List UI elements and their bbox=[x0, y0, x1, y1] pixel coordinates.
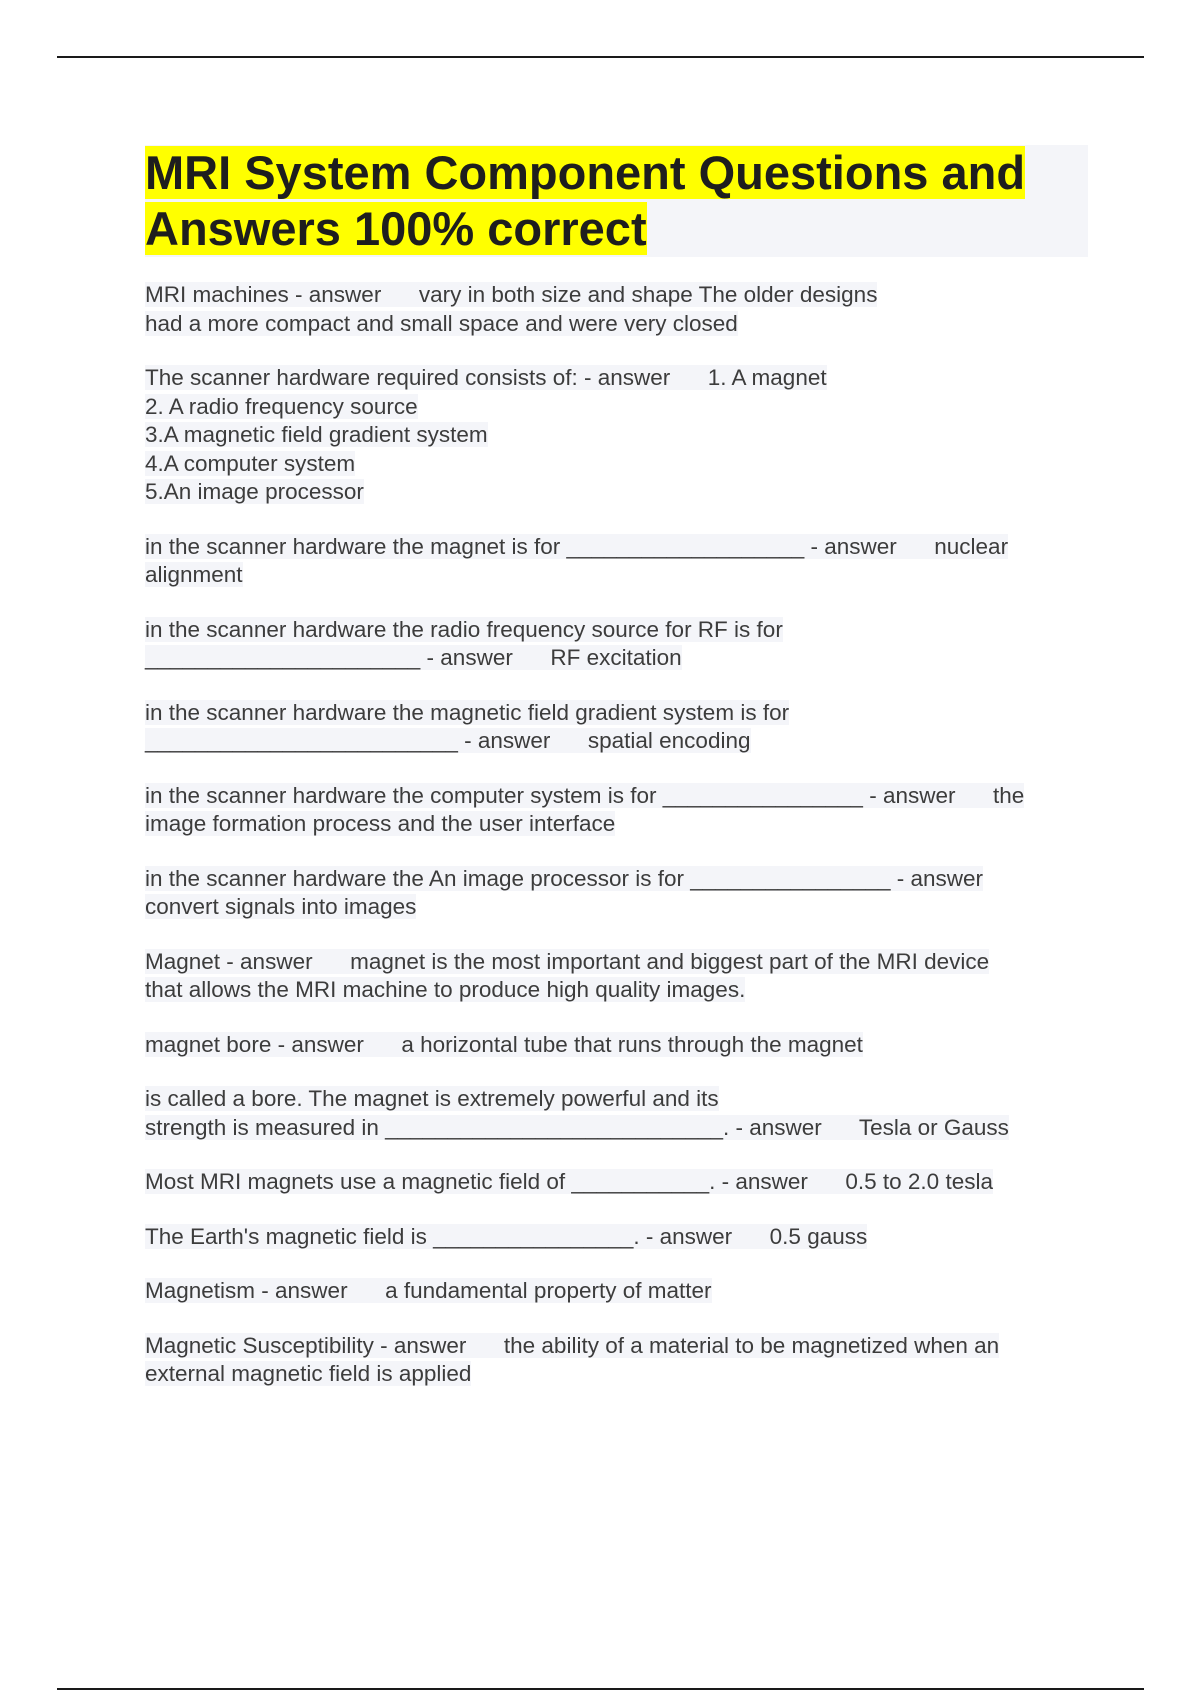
qa-line bbox=[145, 1223, 1085, 1252]
document-title bbox=[145, 145, 1088, 257]
qa-line bbox=[145, 1114, 1085, 1143]
qa-line bbox=[145, 699, 1085, 728]
qa-line-text: in the scanner hardware the An image processor is for ________________ - answer bbox=[145, 865, 984, 891]
qa-line bbox=[145, 782, 1085, 811]
qa-line bbox=[145, 478, 1085, 507]
qa-line bbox=[145, 1360, 1085, 1389]
qa-line-text: image formation process and the user interface bbox=[145, 811, 616, 836]
qa-entry bbox=[145, 364, 1085, 507]
qa-line-text: that allows the MRI machine to produce high quality images. bbox=[145, 977, 746, 1002]
qa-line-text: MRI machines - answer vary in both size and shape The older designs bbox=[145, 282, 878, 307]
qa-line-text: had a more compact and small space and were very closed bbox=[145, 310, 738, 336]
qa-entry bbox=[145, 1031, 1085, 1060]
qa-entry bbox=[145, 533, 1085, 590]
qa-line-text: _________________________ - answer spatial encoding bbox=[145, 728, 751, 753]
qa-entry bbox=[145, 865, 1085, 922]
bottom-divider bbox=[57, 1688, 1144, 1690]
qa-line-text: in the scanner hardware the radio frequency source for RF is for bbox=[145, 616, 783, 642]
qa-line bbox=[145, 893, 1085, 922]
title-line-2: Answers 100% correct bbox=[145, 202, 647, 255]
qa-line bbox=[145, 533, 1085, 562]
qa-line bbox=[145, 364, 1085, 393]
qa-line-text: is called a bore. The magnet is extremely powerful and its bbox=[145, 1086, 719, 1111]
qa-line-text: ______________________ - answer RF excitation bbox=[145, 645, 682, 670]
qa-line-text: alignment bbox=[145, 562, 243, 587]
title-block bbox=[145, 145, 1088, 257]
qa-line-text: 5.An image processor bbox=[145, 479, 364, 504]
qa-entry bbox=[145, 281, 1085, 338]
qa-line bbox=[145, 616, 1085, 645]
qa-line-text: Magnetic Susceptibility - answer the ability of a material to be magnetized when an bbox=[145, 1332, 1000, 1358]
qa-entry bbox=[145, 948, 1085, 1005]
qa-line-text: Magnet - answer magnet is the most important and biggest part of the MRI device bbox=[145, 948, 990, 974]
title-line-1: MRI System Component Questions and bbox=[145, 146, 1026, 199]
qa-line-text: magnet bore - answer a horizontal tube that runs through the magnet bbox=[145, 1031, 863, 1057]
qa-line-text: 2. A radio frequency source bbox=[145, 393, 418, 419]
qa-entry bbox=[145, 1332, 1085, 1389]
qa-line bbox=[145, 976, 1085, 1005]
qa-entry bbox=[145, 616, 1085, 673]
qa-line bbox=[145, 1085, 1085, 1114]
qa-entry bbox=[145, 782, 1085, 839]
qa-entry bbox=[145, 1223, 1085, 1252]
qa-line bbox=[145, 561, 1085, 590]
qa-line bbox=[145, 421, 1085, 450]
qa-line-text: in the scanner hardware the computer system is for ________________ - answer the bbox=[145, 782, 1025, 808]
qa-line-text: in the scanner hardware the magnetic field gradient system is for bbox=[145, 699, 790, 725]
qa-line-text: external magnetic field is applied bbox=[145, 1361, 472, 1386]
qa-entry bbox=[145, 1085, 1085, 1142]
qa-line bbox=[145, 865, 1085, 894]
qa-line-text: strength is measured in ___________________________. - answer Tesla or Gauss bbox=[145, 1114, 1009, 1140]
top-divider bbox=[57, 56, 1144, 58]
qa-line bbox=[145, 644, 1085, 673]
qa-line-text: in the scanner hardware the magnet is for ___________________ - answer nuclear bbox=[145, 533, 1009, 559]
qa-line-text: The scanner hardware required consists of: - answer 1. A magnet bbox=[145, 365, 827, 390]
qa-line-text: Most MRI magnets use a magnetic field of ___________. - answer 0.5 to 2.0 tesla bbox=[145, 1169, 993, 1194]
qa-entry bbox=[145, 1277, 1085, 1306]
qa-line-text: The Earth's magnetic field is ________________. - answer 0.5 gauss bbox=[145, 1223, 868, 1249]
qa-line-text: convert signals into images bbox=[145, 894, 417, 919]
qa-line bbox=[145, 1031, 1085, 1060]
qa-line-text: 4.A computer system bbox=[145, 450, 356, 476]
qa-line bbox=[145, 1168, 1085, 1197]
qa-line bbox=[145, 727, 1085, 756]
qa-entry bbox=[145, 1168, 1085, 1197]
qa-line bbox=[145, 281, 1085, 310]
qa-line bbox=[145, 948, 1085, 977]
qa-line bbox=[145, 393, 1085, 422]
qa-line bbox=[145, 810, 1085, 839]
qa-entry bbox=[145, 699, 1085, 756]
qa-list bbox=[145, 281, 1085, 1415]
qa-line-text: 3.A magnetic field gradient system bbox=[145, 422, 488, 447]
qa-line bbox=[145, 1277, 1085, 1306]
qa-line bbox=[145, 1332, 1085, 1361]
qa-line bbox=[145, 450, 1085, 479]
qa-line-text: Magnetism - answer a fundamental property of matter bbox=[145, 1278, 712, 1303]
qa-line bbox=[145, 310, 1085, 339]
